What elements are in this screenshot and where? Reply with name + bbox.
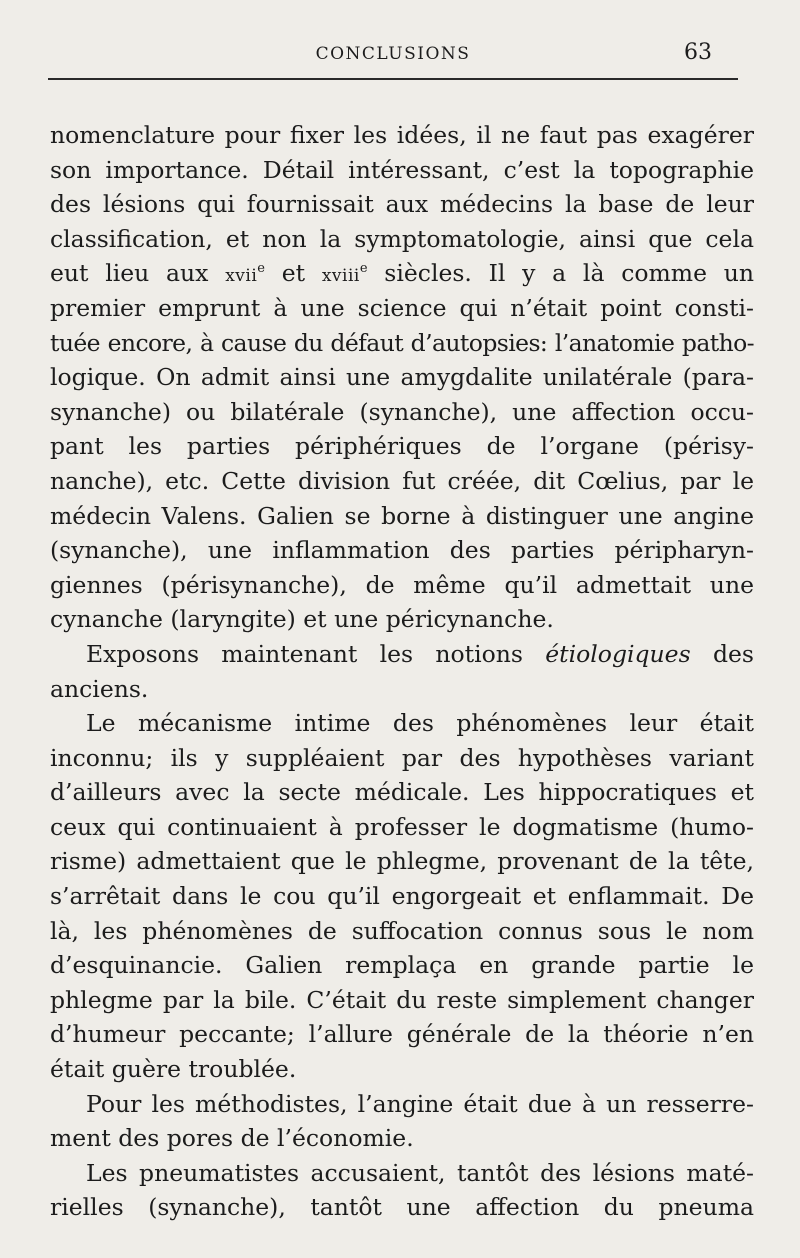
text-line: pant les parties périphériques de l’organe (périsy- xyxy=(50,432,754,461)
text-line: tuée encore, à cause du défaut d’autopsies: l’anatomie patho- xyxy=(50,328,754,357)
text-line: giennes (périsynanche), de même qu’il admettait une xyxy=(50,570,754,599)
text-line: (synanche), une inflammation des parties péripharyn- xyxy=(50,536,754,565)
text-line: d’humeur peccante; l’allure générale de la théorie n’en xyxy=(50,1020,754,1049)
page-number: 63 xyxy=(684,40,712,65)
text-line: Le mécanisme intime des phénomènes leur était xyxy=(86,709,754,738)
text-line: Les pneumatistes accusaient, tantôt des lésions maté- xyxy=(86,1158,754,1187)
text-line: des lésions qui fournissait aux médecins la base de leur xyxy=(50,190,754,219)
text-line: nanche), etc. Cette division fut créée, dit Cœlius, par le xyxy=(50,466,754,495)
text-line: là, les phénomènes de suffocation connus sous le nom xyxy=(50,916,754,945)
text-line: anciens. xyxy=(50,674,149,703)
text-fragment: des xyxy=(712,639,754,668)
text-line: son importance. Détail intéressant, c’est la topographie xyxy=(50,155,754,184)
superscript: e xyxy=(257,261,265,277)
text-line: nomenclature pour fixer les idées, il ne faut pas exagérer xyxy=(50,121,754,149)
text-fragment: eut lieu aux xyxy=(50,259,209,288)
text-line: phlegme par la bile. C’était du reste simplement changer xyxy=(50,985,754,1014)
text-line: d’ailleurs avec la secte médicale. Les hippocratiques et xyxy=(50,778,754,807)
text-line: s’arrêtait dans le cou qu’il engorgeait et enflammait. De xyxy=(50,882,754,911)
text-fragment: Exposons maintenant les notions xyxy=(86,639,523,668)
header-rule xyxy=(48,78,738,80)
text-line: était guère troublée. xyxy=(50,1055,297,1084)
text-line: ceux qui continuaient à professer le dogmatisme (humo- xyxy=(50,812,754,841)
text-line: risme) admettaient que le phlegme, provenant de la tête, xyxy=(50,847,754,876)
superscript: e xyxy=(359,261,368,277)
text-line: cynanche (laryngite) et une péricynanche. xyxy=(50,605,554,634)
body-text xyxy=(50,118,754,1225)
text-line: rielles (synanche), tantôt une affection du pneuma xyxy=(50,1193,754,1222)
text-line: médecin Valens. Galien se borne à distinguer une angine xyxy=(50,501,754,530)
text-line: ment des pores de l’économie. xyxy=(50,1124,414,1153)
text-line: classification, et non la symptomatologie, ainsi que cela xyxy=(50,224,754,253)
italic-term: étiologiques xyxy=(545,639,691,668)
text-line: logique. On admit ainsi une amygdalite unilatérale (para- xyxy=(50,363,754,392)
text-line xyxy=(50,637,754,672)
text-line: Pour les méthodistes, l’angine était due à un resserre- xyxy=(86,1089,754,1118)
text-fragment: siècles. Il y a là comme un xyxy=(384,259,754,288)
text-line xyxy=(50,256,754,291)
text-line: inconnu; ils y suppléaient par des hypothèses variant xyxy=(50,743,754,772)
text-line: d’esquinancie. Galien remplaça en grande partie le xyxy=(50,951,754,980)
century-numeral: xvii xyxy=(225,266,258,287)
century-numeral: xviii xyxy=(321,266,360,287)
text-fragment: et xyxy=(281,259,306,288)
running-head: CONCLUSIONS xyxy=(315,44,471,64)
text-line: synanche) ou bilatérale (synanche), une affection occu- xyxy=(50,397,754,426)
text-line: premier emprunt à une science qui n’était point consti- xyxy=(50,293,754,322)
page-header xyxy=(48,38,738,72)
